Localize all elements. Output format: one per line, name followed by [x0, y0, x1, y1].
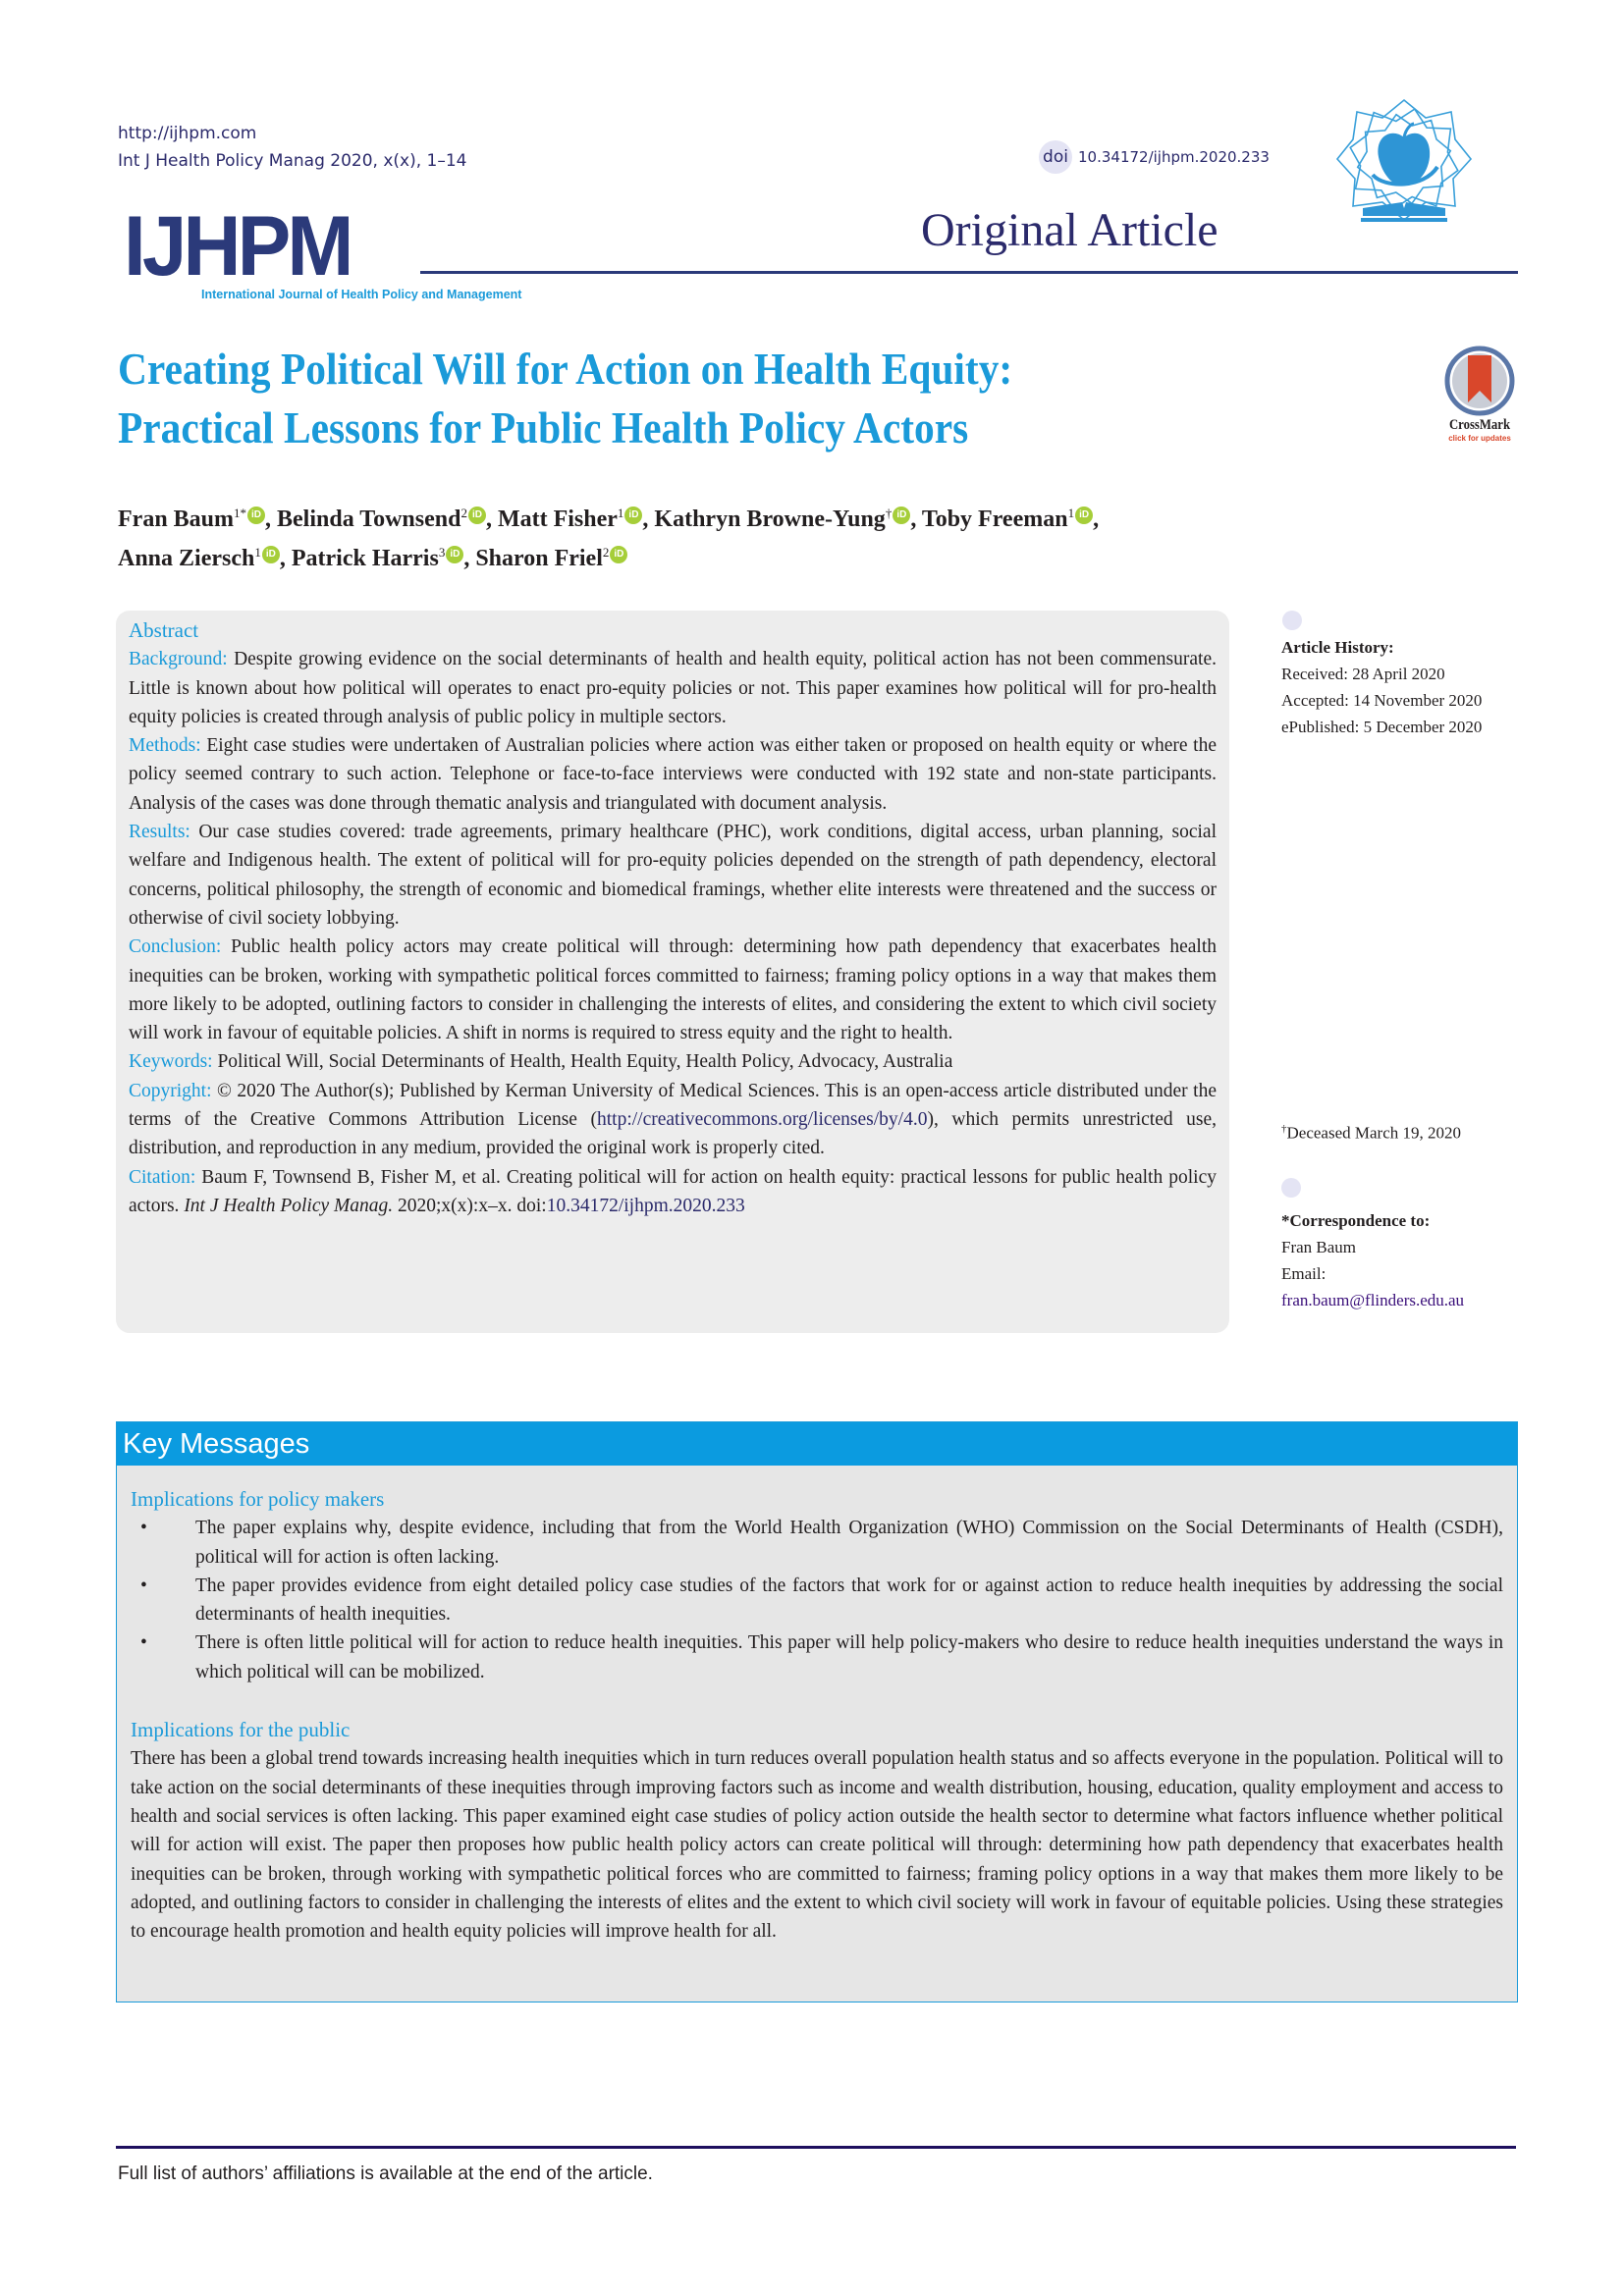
crossmark-button[interactable] [1435, 346, 1524, 443]
abstract-citation: Citation: Baum F, Townsend B, Fisher M, et al. Creating political will for action on health equity: practical lessons for public health policy actors. Int J Health Policy Manag. 2020;x(x):x–x. doi:10.34172/ijhpm.2020.233 [129, 1166, 1217, 1216]
key-messages-box [116, 1421, 1518, 2002]
author-list: Fran Baum$^{1*}$ iD , Belinda Townsend$^2$ iD , Matt Fisher$^1$ iD , Kathryn Browne-Yung† iD , Toby Freeman$^1$ iD , Anna Ziersch$^1$ iD , Patrick Harris$^3$ iD , Sharon Friel$^2$ iD [118, 506, 1100, 571]
email-label: Email: [1281, 1264, 1326, 1283]
bullet-icon: • [140, 1575, 147, 1596]
doi-block[interactable] [1039, 140, 1270, 174]
author: Fran Baum$^{1*}$ iD [118, 507, 265, 532]
crossmark-sublabel: click for updates [1448, 434, 1511, 443]
history-heading: Article History: [1281, 638, 1394, 657]
orcid-icon[interactable]: iD [610, 546, 627, 563]
abstract-methods: Methods: Eight case studies were undertaken of Australian policies where action was either taken or proposed on health equity or where the policy seemed contrary to such action. Telephone or face-to-face interviews were conducted with 192 state and non-state participants. Analysis of the cases was done through thematic analysis and triangulated with document analysis. [129, 735, 1217, 814]
orcid-icon[interactable]: iD [468, 507, 486, 524]
abstract-copyright: Copyright: © 2020 The Author(s); Published by Kerman University of Medical Sciences. This is an open-access article distributed under the terms of the Creative Commons Attribution License (http://creativecommons.org/licenses/by/4.0), which permits unrestricted use, distribution, and reproduction in any medium, provided the original work is properly cited. [129, 1080, 1217, 1159]
journal-reference: Int J Health Policy Manag 2020, x(x), 1–14 [118, 151, 467, 171]
license-link[interactable]: http://creativecommons.org/licenses/by/4.0 [596, 1109, 928, 1131]
history-accepted: Accepted: 14 November 2020 [1281, 691, 1483, 710]
policy-makers-heading: Implications for policy makers [131, 1487, 385, 1511]
author: Patrick Harris$^3$ iD [292, 546, 463, 571]
abstract-keywords: Keywords: Political Will, Social Determinants of Health, Health Equity, Health Policy, Advocacy, Australia [129, 1051, 953, 1073]
abstract-conclusion: Conclusion: Public health policy actors may create political will through: determining how path dependency that exacerbates health inequities can be broken, working with sympathetic political forces committed to fairness; framing policy options in a way that makes them more likely to be adopted, outlining factors to consider in challenging the interests of elites, and considering the extent to which civil society will work in favour of equitable policies. A shift in norms is required to stress equity and the right to health. [129, 936, 1217, 1044]
abstract-background: Background: Despite growing evidence on the social determinants of health and health equity, political action has not been commensurate. Little is known about how political will operates to enact pro-equity policies or not. This paper examines how political will for pro-health equity policies is created through analysis of public policy in multiple sectors. [129, 649, 1217, 727]
abstract-heading: Abstract [129, 618, 199, 642]
doi-link[interactable]: 10.34172/ijhpm.2020.233 [1078, 148, 1270, 166]
correspondence-bullet-icon [1281, 1178, 1301, 1198]
policy-bullet: • The paper explains why, despite evidence, including that from the World Health Organization (WHO) Commission on the Social Determinants of Health (CSDH), political will for action is often lacking. [131, 1514, 1503, 1572]
article-title-line-1: Creating Political Will for Action on Health Equity: [118, 345, 1013, 394]
header-rule [420, 271, 1518, 274]
public-implications-text: There has been a global trend towards increasing health inequities which in turn reduces overall population health status and so affects everyone in the population. Political will to take action on the social determinants of these inequities through improving factors such as income and wealth distribution, housing, education, quality employment and access to health and social services is often lacking. This paper examined eight case studies of policy action outside the health sector to determine what factors influence whether political will for action will exist. The paper then proposes how public health policy actors can create political will through: determining how path dependency that exacerbates health inequities can be broken, through working with sympathetic political forces who are committed to fairness; framing policy options in a way that makes them more likely to be adopted, and outlining factors to consider in challenging the interests of elites and the extent to which civil society will work in favour of equitable policies. Using these strategies to encourage health promotion and health equity policies will improve health for all. [131, 1748, 1503, 1943]
journal-logo-subtitle: International Journal of Health Policy and Management [201, 288, 522, 301]
crossmark-label: CrossMark [1448, 417, 1511, 433]
doi-icon: doi [1039, 140, 1072, 174]
orcid-icon[interactable]: iD [1075, 507, 1093, 524]
policy-bullet: • The paper provides evidence from eight detailed policy case studies of the factors that work for or against action to reduce health inequities by addressing the social determinants of health inequities. [131, 1572, 1503, 1629]
orcid-icon[interactable]: iD [446, 546, 463, 563]
article-title-line-2: Practical Lessons for Public Health Policy Actors [118, 403, 969, 453]
footer-rule [116, 2146, 1516, 2149]
orcid-icon[interactable]: iD [247, 507, 265, 524]
abstract-content [129, 616, 1217, 1220]
orcid-icon[interactable]: iD [893, 507, 910, 524]
deceased-note: †Deceased March 19, 2020 [1281, 1123, 1461, 1143]
author: Sharon Friel$^2$ iD [475, 546, 627, 571]
policy-bullet: • There is often little political will for action to reduce health inequities. This paper will help policy-makers who desire to reduce health inequities understand the ways in which political will can be mobilized. [131, 1629, 1503, 1686]
journal-emblem-icon [1335, 98, 1473, 226]
article-history [1281, 634, 1482, 740]
author: Matt Fisher$^1$ iD [498, 507, 642, 532]
correspondence [1281, 1207, 1464, 1313]
author: Anna Ziersch$^1$ iD [118, 546, 280, 571]
orcid-icon[interactable]: iD [262, 546, 280, 563]
history-epublished: ePublished: 5 December 2020 [1281, 718, 1483, 736]
journal-logo: IJHPM [124, 199, 351, 294]
orcid-icon[interactable]: iD [624, 507, 642, 524]
correspondence-name: Fran Baum [1281, 1238, 1357, 1256]
crossmark-icon [1444, 346, 1515, 416]
author: Belinda Townsend$^2$ iD [277, 507, 486, 532]
author: Kathryn Browne-Yung† iD [654, 507, 910, 532]
citation-doi-link[interactable]: 10.34172/ijhpm.2020.233 [546, 1195, 745, 1216]
abstract-results: Results: Our case studies covered: trade agreements, primary healthcare (PHC), work conditions, digital access, urban planning, social welfare and Indigenous health. The extent of political will for pro-equity policies depended on the strength of path dependency, electoral concerns, political philosophy, the strength of economic and biomedical framings, whether elite interests were threatened and the success or otherwise of civil society lobbying. [129, 822, 1217, 929]
bullet-icon: • [140, 1632, 147, 1654]
email-link[interactable]: fran.baum@flinders.edu.au [1281, 1291, 1465, 1309]
journal-url[interactable]: http://ijhpm.com [118, 124, 257, 143]
key-messages-heading: Key Messages [117, 1422, 1517, 1466]
history-bullet-icon [1282, 611, 1302, 630]
correspondence-heading: *Correspondence to: [1281, 1211, 1431, 1230]
history-received: Received: 28 April 2020 [1281, 665, 1445, 683]
affiliations-note: Full list of authors’ affiliations is available at the end of the article. [118, 2163, 653, 2184]
public-heading: Implications for the public [131, 1718, 351, 1742]
article-type: Original Article [921, 204, 1218, 256]
bullet-icon: • [140, 1518, 147, 1539]
author: Toby Freeman$^1$ iD [922, 507, 1093, 532]
